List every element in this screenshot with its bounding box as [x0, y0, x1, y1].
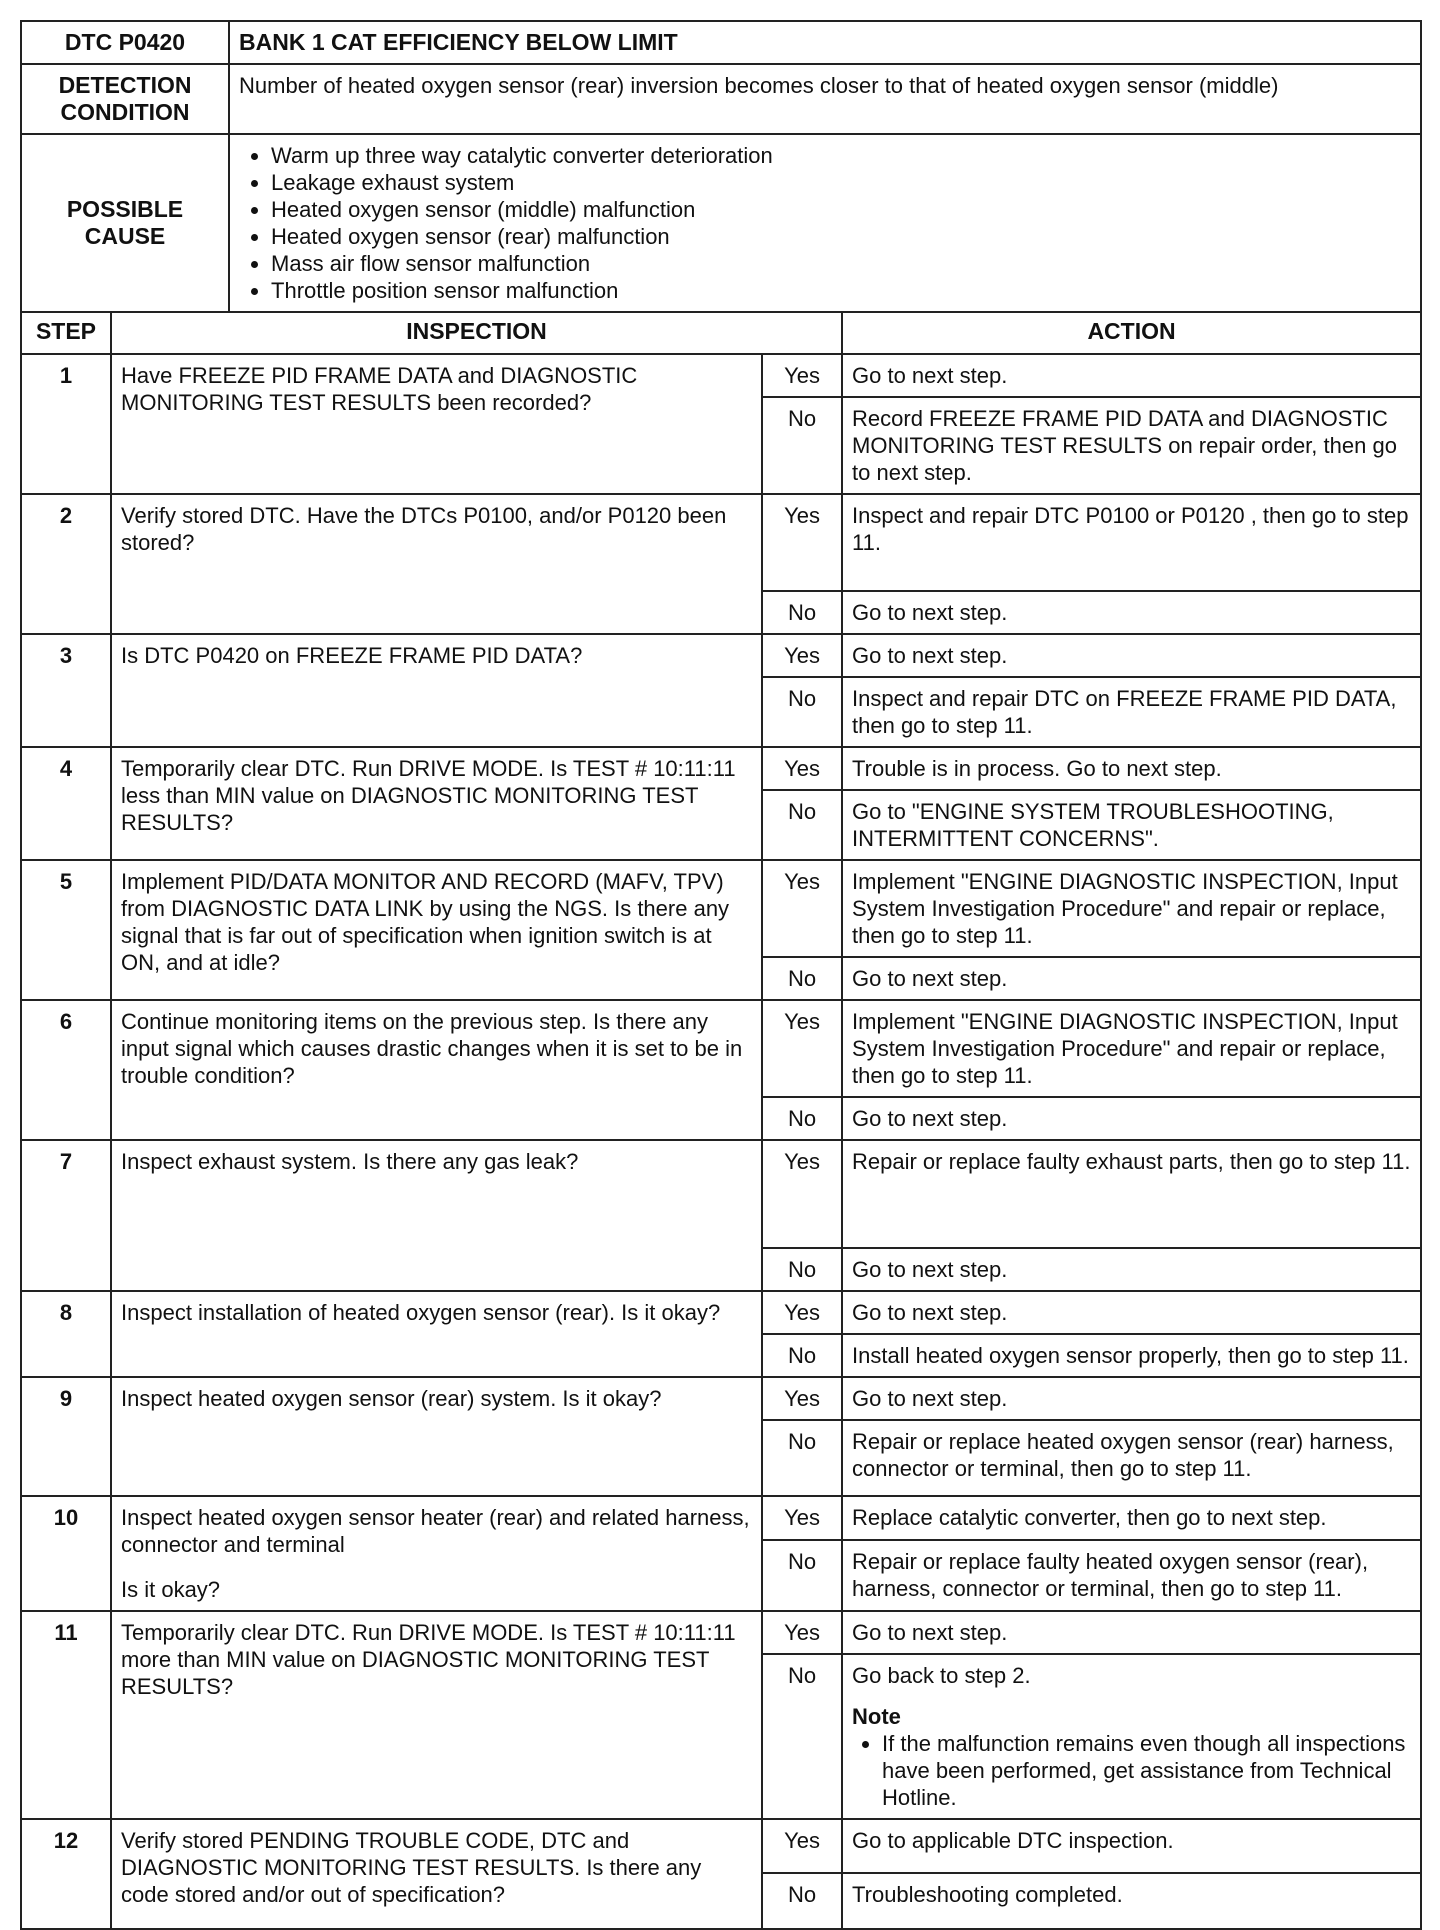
no-action	[842, 1654, 1421, 1819]
yes-action: Go to next step.	[842, 354, 1421, 397]
no-action	[842, 1248, 1421, 1291]
no-action-text: Go to next step.	[852, 1106, 1008, 1131]
yes-action: Implement "ENGINE DIAGNOSTIC INSPECTION, Input System Investigation Procedure" and repair or replace, then go to step 11.	[842, 1000, 1421, 1097]
no-action-text: Go to "ENGINE SYSTEM TROUBLESHOOTING, INTERMITTENT CONCERNS".	[852, 799, 1334, 851]
possible-cause-list-cell	[229, 134, 1421, 312]
step-inspection	[111, 1291, 762, 1377]
step-inspection	[111, 1611, 762, 1819]
dtc-header-row	[21, 21, 1421, 64]
no-action-text: Repair or replace faulty heated oxygen sensor (rear), harness, connector or terminal, then go to step 11.	[852, 1548, 1369, 1601]
cause-item: • Heated oxygen sensor (middle) malfunction	[271, 196, 1411, 223]
no-action-text: Go to next step.	[852, 966, 1008, 991]
yes-action: Implement "ENGINE DIAGNOSTIC INSPECTION, Input System Investigation Procedure" and repair or replace, then go to step 11.	[842, 860, 1421, 957]
yes-label: Yes	[762, 1377, 842, 1420]
yes-label: Yes	[762, 1611, 842, 1654]
yes-action: Go to applicable DTC inspection.	[842, 1819, 1421, 1873]
yes-label: Yes	[762, 634, 842, 677]
step-number: 11	[21, 1611, 111, 1819]
detection-condition-label: DETECTION CONDITION	[21, 64, 229, 134]
no-label: No	[762, 1873, 842, 1929]
no-label: No	[762, 1654, 842, 1819]
step-row	[21, 1819, 1421, 1873]
step-row	[21, 1611, 1421, 1654]
no-action	[842, 1420, 1421, 1496]
dtc-title: BANK 1 CAT EFFICIENCY BELOW LIMIT	[229, 21, 1421, 64]
cause-item: • Warm up three way catalytic converter deterioration	[271, 142, 1411, 169]
no-action-text: Record FREEZE FRAME PID DATA and DIAGNOSTIC MONITORING TEST RESULTS on repair order, then go to next step.	[852, 406, 1397, 485]
no-label: No	[762, 1334, 842, 1377]
no-action	[842, 591, 1421, 634]
yes-label: Yes	[762, 1140, 842, 1248]
step-row	[21, 1000, 1421, 1097]
step-number: 6	[21, 1000, 111, 1140]
step-row	[21, 1496, 1421, 1540]
inspection-text: Inspect exhaust system. Is there any gas leak?	[121, 1149, 579, 1174]
yes-action: Repair or replace faulty exhaust parts, then go to step 11.	[842, 1140, 1421, 1248]
step-inspection	[111, 747, 762, 860]
step-row	[21, 494, 1421, 591]
no-action	[842, 790, 1421, 860]
no-action	[842, 1873, 1421, 1929]
step-inspection	[111, 634, 762, 747]
yes-action: Go to next step.	[842, 1377, 1421, 1420]
step-row	[21, 1377, 1421, 1420]
column-header-row	[21, 312, 1421, 354]
step-row	[21, 1291, 1421, 1334]
inspection-text: Verify stored DTC. Have the DTCs P0100, and/or P0120 been stored?	[121, 503, 727, 555]
step-number: 12	[21, 1819, 111, 1929]
yes-label: Yes	[762, 354, 842, 397]
step-number: 4	[21, 747, 111, 860]
yes-label: Yes	[762, 1819, 842, 1873]
possible-cause-list	[239, 142, 1411, 304]
no-action-text: Go back to step 2.	[852, 1663, 1031, 1688]
step-number: 3	[21, 634, 111, 747]
no-action	[842, 1540, 1421, 1611]
step-inspection	[111, 494, 762, 634]
cause-item: • Heated oxygen sensor (rear) malfunction	[271, 223, 1411, 250]
yes-action: Go to next step.	[842, 1611, 1421, 1654]
no-action-text: Go to next step.	[852, 600, 1008, 625]
yes-label: Yes	[762, 860, 842, 957]
detection-row	[21, 64, 1421, 134]
step-column-header: STEP	[21, 312, 111, 354]
inspection-text: Implement PID/DATA MONITOR AND RECORD (MAFV, TPV) from DIAGNOSTIC DATA LINK by using the NGS. Is there any signal that is far out of specification when ignition switch is at ON, and at idle?	[121, 869, 730, 975]
step-inspection	[111, 1819, 762, 1929]
step-row	[21, 634, 1421, 677]
step-inspection	[111, 354, 762, 494]
detection-condition-text: Number of heated oxygen sensor (rear) inversion becomes closer to that of heated oxygen sensor (middle)	[229, 64, 1421, 134]
yes-label: Yes	[762, 1000, 842, 1097]
step-row	[21, 747, 1421, 790]
step-row	[21, 1140, 1421, 1248]
no-action	[842, 397, 1421, 494]
inspection-text: Inspect heated oxygen sensor heater (rear) and related harness, connector and terminal	[121, 1505, 750, 1557]
step-row	[21, 860, 1421, 957]
yes-action: Go to next step.	[842, 634, 1421, 677]
no-label: No	[762, 397, 842, 494]
yes-action: Inspect and repair DTC P0100 or P0120 , then go to step 11.	[842, 494, 1421, 591]
possible-cause-row	[21, 134, 1421, 312]
no-action	[842, 957, 1421, 1000]
step-number: 10	[21, 1496, 111, 1611]
step-inspection	[111, 1000, 762, 1140]
step-number: 7	[21, 1140, 111, 1291]
yes-action: Trouble is in process. Go to next step.	[842, 747, 1421, 790]
no-label: No	[762, 677, 842, 747]
yes-label: Yes	[762, 494, 842, 591]
inspection-text: Temporarily clear DTC. Run DRIVE MODE. Is TEST # 10:11:11 less than MIN value on DIAGNOSTIC MONITORING TEST RESULTS?	[121, 756, 736, 835]
yes-label: Yes	[762, 1291, 842, 1334]
no-action-text: Go to next step.	[852, 1257, 1008, 1282]
action-column-header: ACTION	[842, 312, 1421, 354]
step-number: 9	[21, 1377, 111, 1496]
no-action	[842, 1334, 1421, 1377]
dtc-code-label: DTC P0420	[21, 21, 229, 64]
no-label: No	[762, 591, 842, 634]
step-inspection	[111, 1140, 762, 1291]
document-page	[20, 20, 1420, 1930]
step-inspection	[111, 1377, 762, 1496]
step-row	[21, 354, 1421, 397]
no-label: No	[762, 1540, 842, 1611]
yes-action: Go to next step.	[842, 1291, 1421, 1334]
inspection-text: Verify stored PENDING TROUBLE CODE, DTC and DIAGNOSTIC MONITORING TEST RESULTS. Is there any code stored and/or out of specification?	[121, 1828, 702, 1907]
step-number: 5	[21, 860, 111, 1000]
yes-label: Yes	[762, 747, 842, 790]
yes-action: Replace catalytic converter, then go to next step.	[842, 1496, 1421, 1540]
no-action-text: Install heated oxygen sensor properly, then go to step 11.	[852, 1343, 1409, 1368]
no-label: No	[762, 1248, 842, 1291]
no-action	[842, 677, 1421, 747]
note-title: Note	[852, 1704, 901, 1729]
no-action-text: Troubleshooting completed.	[852, 1882, 1123, 1907]
no-action-text: Repair or replace heated oxygen sensor (rear) harness, connector or terminal, then go to step 11.	[852, 1429, 1394, 1481]
cause-item: • Leakage exhaust system	[271, 169, 1411, 196]
inspection-extra-text: Is it okay?	[121, 1577, 221, 1602]
no-action-text: Inspect and repair DTC on FREEZE FRAME PID DATA, then go to step 11.	[852, 686, 1397, 738]
inspection-text: Have FREEZE PID FRAME DATA and DIAGNOSTIC MONITORING TEST RESULTS been recorded?	[121, 363, 638, 415]
inspection-text: Inspect heated oxygen sensor (rear) system. Is it okay?	[121, 1386, 662, 1411]
no-label: No	[762, 1097, 842, 1140]
possible-cause-label: POSSIBLE CAUSE	[21, 134, 229, 312]
step-inspection	[111, 860, 762, 1000]
step-inspection	[111, 1496, 762, 1611]
note-item: • If the malfunction remains even though all inspections have been performed, get assistance from Technical Hotline.	[882, 1730, 1411, 1811]
cause-item: • Throttle position sensor malfunction	[271, 277, 1411, 304]
inspection-text: Is DTC P0420 on FREEZE FRAME PID DATA?	[121, 643, 583, 668]
step-number: 1	[21, 354, 111, 494]
inspection-text: Continue monitoring items on the previous step. Is there any input signal which causes drastic changes when it is set to be in trouble condition?	[121, 1009, 743, 1088]
inspection-text: Temporarily clear DTC. Run DRIVE MODE. Is TEST # 10:11:11 more than MIN value on DIAGNOSTIC MONITORING TEST RESULTS?	[121, 1620, 736, 1699]
no-label: No	[762, 1420, 842, 1496]
inspection-column-header: INSPECTION	[111, 312, 842, 354]
inspection-text: Inspect installation of heated oxygen sensor (rear). Is it okay?	[121, 1300, 721, 1325]
yes-label: Yes	[762, 1496, 842, 1540]
note-list	[852, 1730, 1411, 1811]
cause-item: • Mass air flow sensor malfunction	[271, 250, 1411, 277]
dtc-table	[20, 20, 1422, 1930]
step-number: 2	[21, 494, 111, 634]
no-label: No	[762, 957, 842, 1000]
no-action	[842, 1097, 1421, 1140]
no-label: No	[762, 790, 842, 860]
step-number: 8	[21, 1291, 111, 1377]
